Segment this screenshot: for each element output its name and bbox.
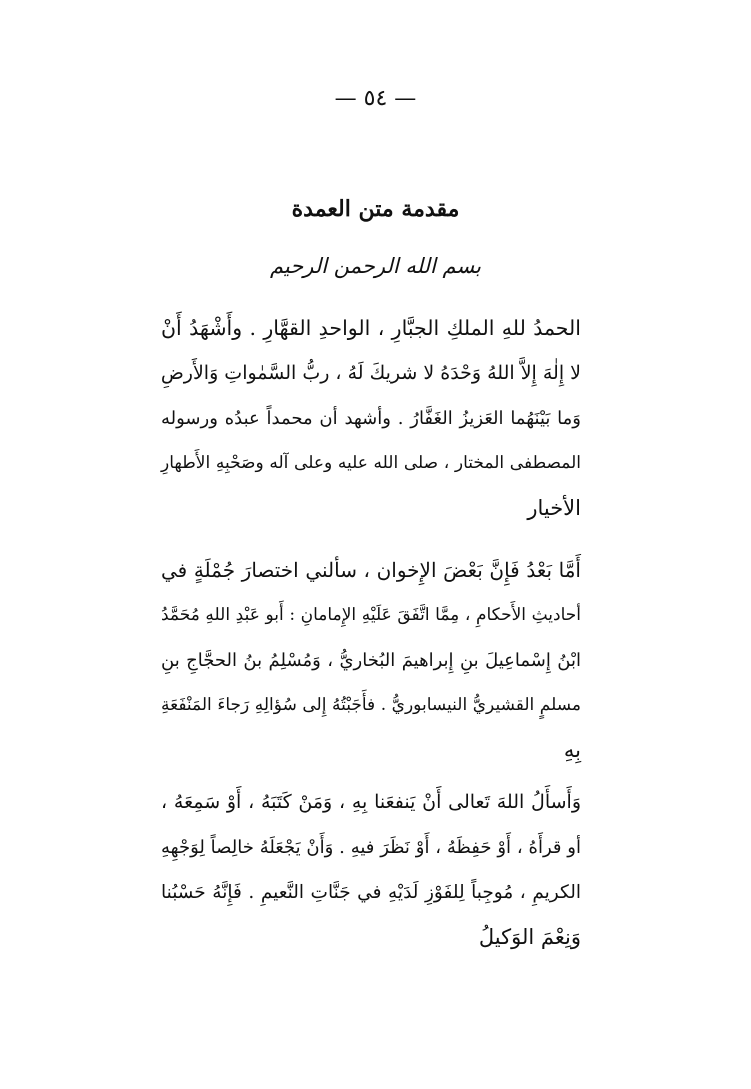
text-line: ابْنُ إِسْماعِيلَ بنِ إِبراهيمَ البُخاريُّ ، وَمُسْلِمُ بنُ الحجَّاجِ بنِ bbox=[161, 650, 581, 671]
text-line: وَما بَيْنَهُما العَزيزُ الغَفَّارُ . وأشهد أن محمداً عبدُه ورسوله bbox=[161, 408, 581, 429]
page-number: — ٥٤ — bbox=[334, 86, 417, 111]
text-line: بِهِ bbox=[563, 738, 581, 762]
text-line: أو قرأَهُ ، أَوْ حَفِظَهُ ، أَوْ نَظَرَ فيهِ . وَأَنْ يَجْعَلَهُ خالِصاً لِوَجْهِهِ bbox=[161, 837, 581, 858]
paragraph-supplication bbox=[161, 780, 581, 960]
text-line: وَأَسأَلُ اللهَ تَعالى أَنْ يَنفعَنا بِهِ ، وَمَنْ كَتَبَهُ ، أَوْ سَمِعَهُ ، bbox=[161, 791, 581, 813]
text-line: وَنِعْمَ الوَكيلُ bbox=[478, 925, 581, 949]
basmala-calligraphy: بسم الله الرحمن الرحيم bbox=[269, 254, 482, 278]
section-heading: مقدمة متن العمدة bbox=[291, 196, 460, 222]
paragraph-praise bbox=[161, 306, 581, 531]
text-line: الحمدُ للهِ الملكِ الجبَّارِ ، الواحدِ القهَّارِ . وأَشْهَدُ أَنْ bbox=[161, 316, 581, 340]
text-line: المصطفى المختار ، صلى الله عليه وعلى آله وصَحْبِهِ الأَطهارِ bbox=[161, 453, 581, 473]
text-line: أحاديثِ الأَحكامِ ، مِمَّا اتَّفَقَ عَلَيْهِ الإِمامانِ : أَبو عَبْدِ اللهِ مُحَمَّدُ bbox=[161, 605, 582, 625]
text-line: الكريمِ ، مُوجِباً لِلفَوْزِ لَدَيْهِ في جَنَّاتِ النَّعيمِ . فَإِنَّهُ حَسْبُنا bbox=[161, 882, 581, 903]
text-line: أَمَّا بَعْدُ فَإِنَّ بَعْضَ الإِخوان ، سألني اختصارَ جُمْلَةٍ في bbox=[161, 558, 581, 582]
text-line: مسلمٍ القشيريُّ النيسابوريُّ . فأَجَبْتُهُ إِلى سُؤالِهِ رَجاءَ المَنْفَعَةِ bbox=[161, 695, 581, 715]
text-line: الأخيار bbox=[527, 496, 581, 520]
paragraph-purpose bbox=[161, 548, 581, 773]
text-line: لا إِلٰهَ إِلاَّ اللهُ وَحْدَهُ لا شريكَ لَهُ ، ربُّ السَّمٰواتِ وَالأَرضِ bbox=[160, 362, 581, 384]
